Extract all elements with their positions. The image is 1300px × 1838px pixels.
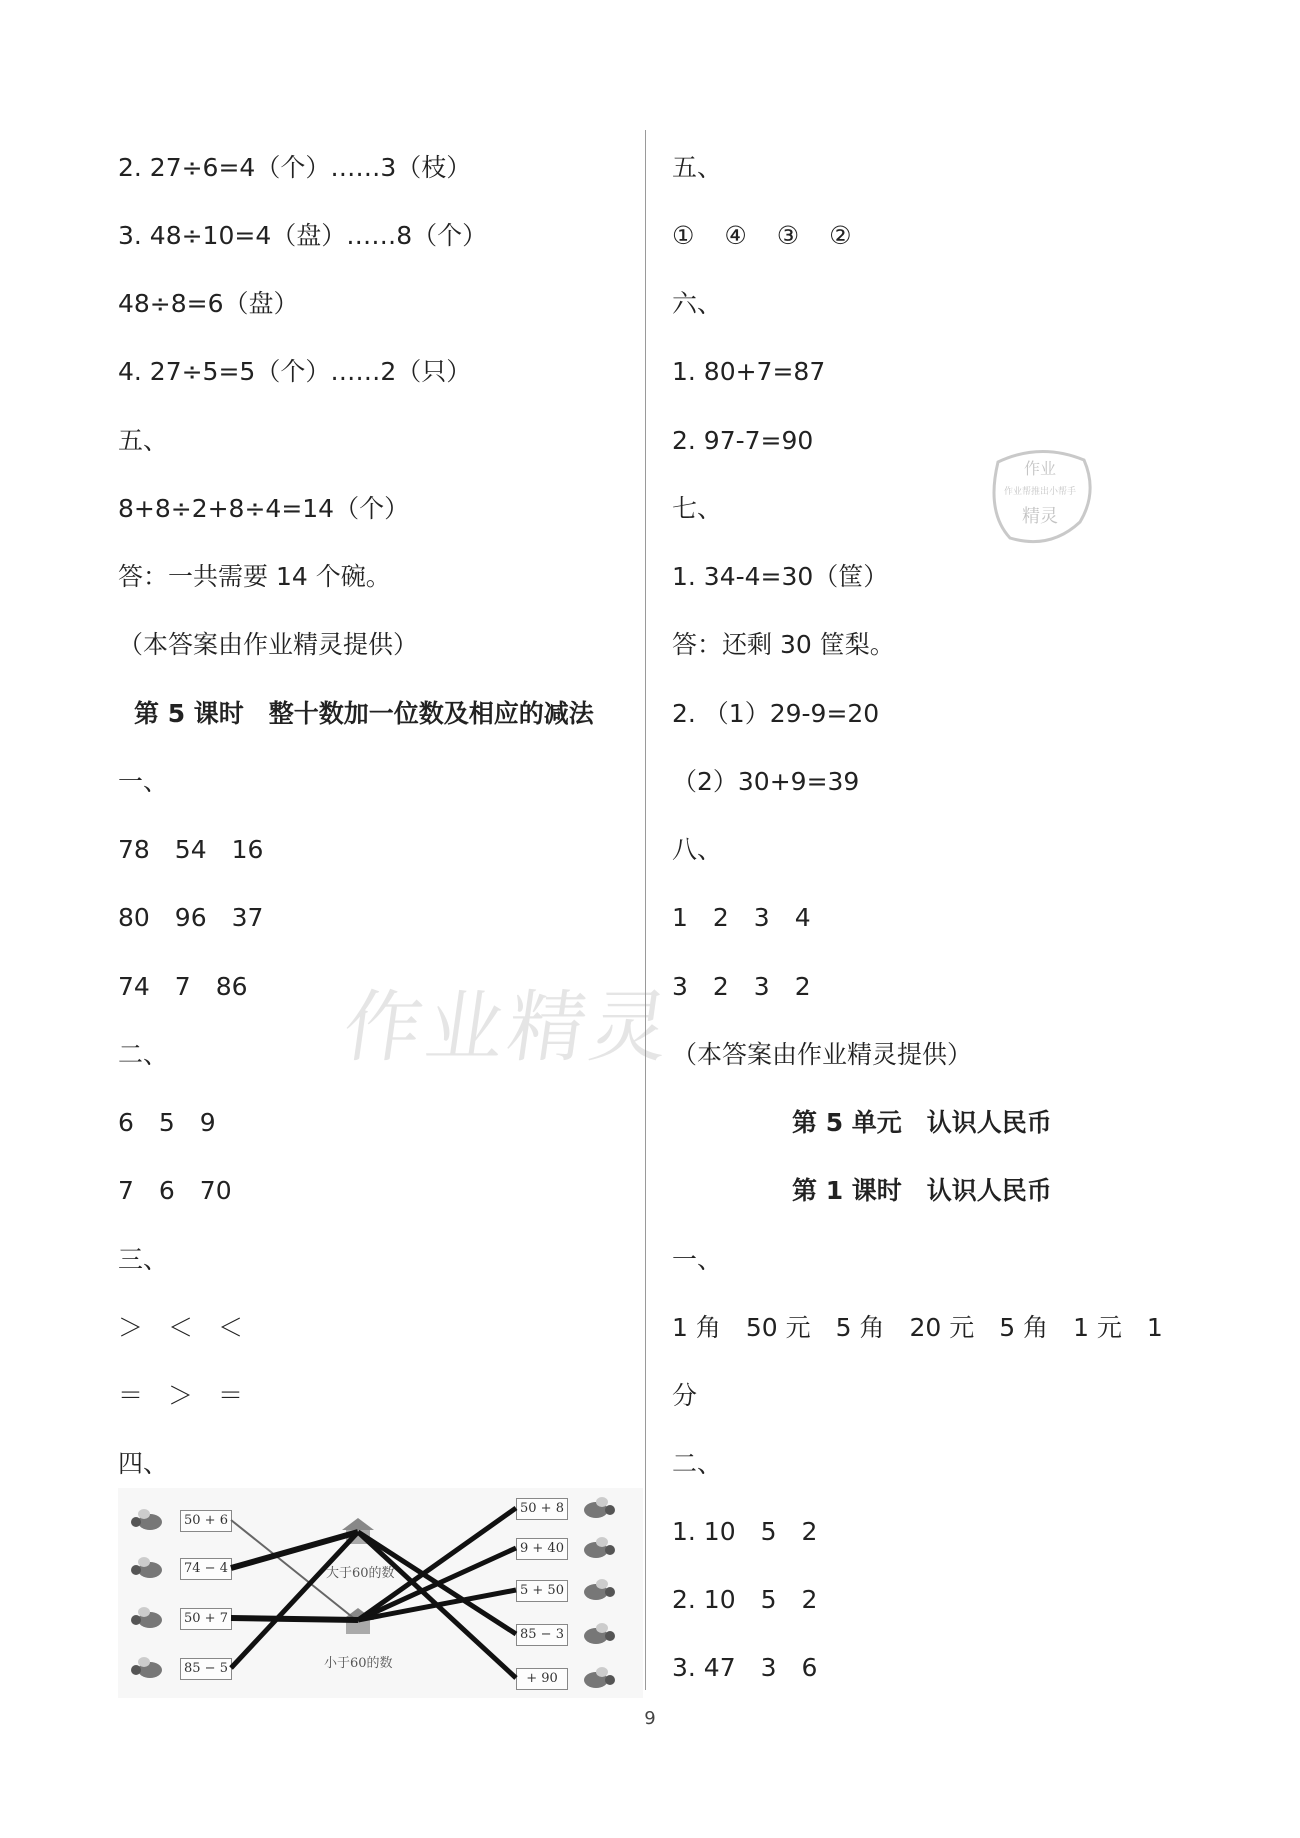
answer-line: （2）30+9=39 [672,767,860,796]
answer-line: 8+8÷2+8÷4=14（个） [118,494,410,523]
watermark-stamp-logo [980,442,1100,552]
answer-line: 74 7 86 [118,972,248,1001]
expression-box: 5 + 50 [516,1580,568,1602]
circled-number: ③ [776,221,800,250]
stamp-bottom-text: 精灵 [1022,506,1058,527]
section-heading: 四、 [118,1449,169,1478]
credit-note: （本答案由作业精灵提供） [118,630,419,659]
circled-number: ④ [724,221,747,250]
answer-line: 2. （1）29-9=20 [672,699,880,728]
section-heading: 五、 [118,426,169,455]
circled-number: ① [672,221,695,250]
expression-box: 85 − 5 [180,1658,232,1680]
answer-line: 2. 97-7=90 [672,426,814,455]
answer-line: ＞ ＜ ＜ [118,1313,244,1342]
answer-line: 4. 27÷5=5（个）……2（只） [118,357,472,386]
answer-line: 48÷8=6（盘） [118,289,299,318]
watermark-text: 作业精灵 [337,983,679,1073]
answer-line: 80 96 37 [118,903,264,932]
answer-line: 78 54 16 [118,835,264,864]
answer-line: 答：还剩 30 筐梨。 [672,630,895,659]
expression-box: 85 − 3 [516,1624,568,1646]
expression-box: 50 + 7 [180,1608,232,1630]
page-number: 9 [644,1708,656,1729]
section-heading: 二、 [118,1040,169,1069]
section-heading: 七、 [672,494,723,523]
expression-box: 74 − 4 [180,1558,232,1580]
answer-line: 1 2 3 4 [672,903,811,932]
answer-line: 6 5 9 [118,1108,216,1137]
section-heading: 二、 [672,1449,723,1478]
greater-than-60-label: 大于60的数 [326,1566,395,1581]
stamp-top-text: 作业 [1023,459,1057,478]
section-heading: 六、 [672,289,723,318]
answer-line: 3 2 3 2 [672,972,811,1001]
matching-diagram [118,1488,643,1698]
section-heading: 一、 [672,1245,723,1274]
matching-lines [118,1488,643,1698]
expression-box: 50 + 8 [516,1498,568,1520]
expression-box: + 90 [516,1668,568,1690]
answer-line: 1 角 50 元 5 角 20 元 5 角 1 元 1 [672,1313,1163,1342]
stamp-mid-text: 作业帮推出小帮手 [1003,487,1077,497]
answer-line [672,219,874,253]
less-than-60-label: 小于60的数 [324,1656,393,1671]
lesson-title: 第 5 课时 整十数加一位数及相应的减法 [134,699,594,728]
credit-note: （本答案由作业精灵提供） [672,1040,973,1069]
lesson-title: 第 1 课时 认识人民币 [792,1176,1052,1205]
answer-line: ＝ ＞ ＝ [118,1381,244,1410]
answer-line: 1. 34-4=30（筐） [672,562,889,591]
expression-box: 9 + 40 [516,1538,568,1560]
answer-line: 7 6 70 [118,1176,232,1205]
answer-line: 答：一共需要 14 个碗。 [118,562,391,591]
answer-line: 3. 48÷10=4（盘）……8（个） [118,221,488,250]
section-heading: 八、 [672,835,723,864]
answer-line: 2. 10 5 2 [672,1585,818,1614]
answer-line: 1. 10 5 2 [672,1517,818,1546]
answer-line: 3. 47 3 6 [672,1653,818,1682]
answer-line: 1. 80+7=87 [672,357,826,386]
column-divider [645,130,646,1690]
section-heading: 一、 [118,767,169,796]
section-heading: 三、 [118,1245,169,1274]
unit-title: 第 5 单元 认识人民币 [792,1108,1052,1137]
answer-line: 分 [672,1381,698,1410]
answer-line: 2. 27÷6=4（个）……3（枝） [118,153,472,182]
expression-box: 50 + 6 [180,1510,232,1532]
section-heading: 五、 [672,153,723,182]
circled-number: ② [829,221,852,250]
